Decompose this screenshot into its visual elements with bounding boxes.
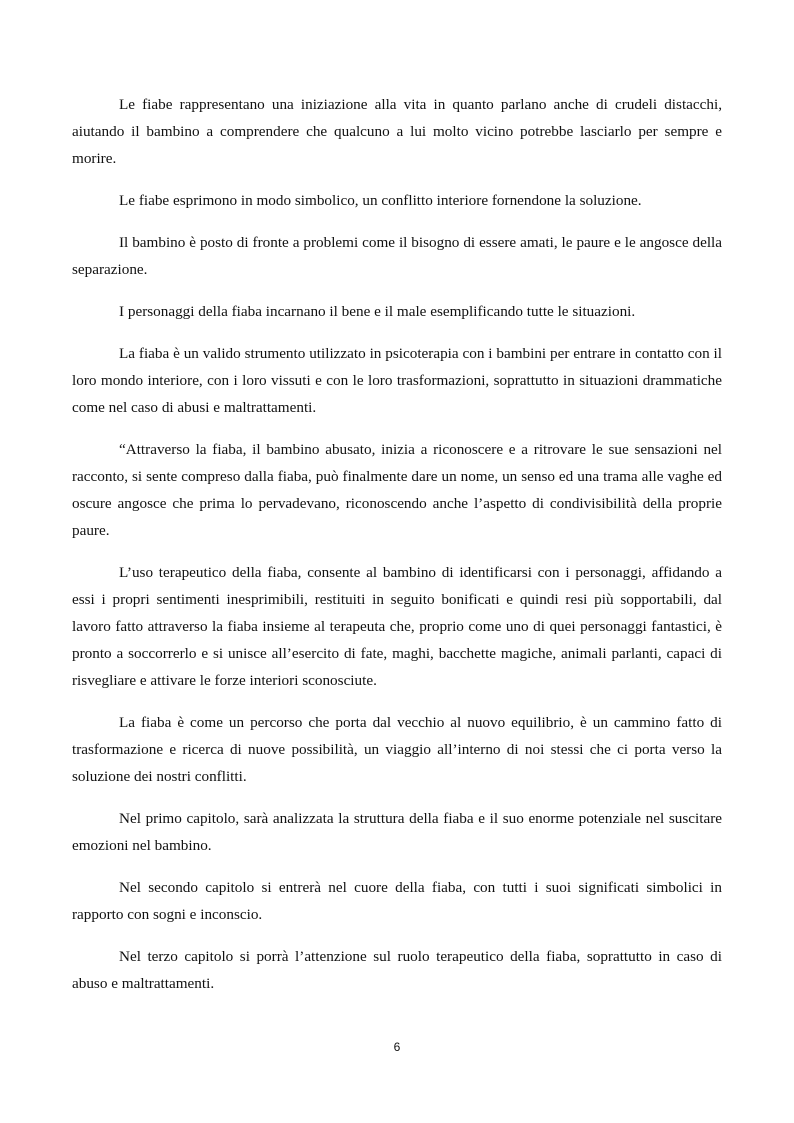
paragraph-8: La fiaba è come un percorso che porta dal vecchio al nuovo equilibrio, è un cammino fatto di trasformazione e ricerca di nuove possibilità, un viaggio all’interno di noi stessi che ci porta verso la soluzione dei nostri conflitti.	[72, 714, 722, 785]
paragraph-1: Le fiabe rappresentano una iniziazione alla vita in quanto parlano anche di crudeli distacchi, aiutando il bambino a comprendere che qualcuno a lui molto vicino potrebbe lasciarlo per sempre e morire.	[72, 96, 722, 167]
paragraph-3: Il bambino è posto di fronte a problemi come il bisogno di essere amati, le paure e le angosce della separazione.	[72, 234, 722, 278]
page-number: 6	[393, 1040, 401, 1054]
paragraph-7: L’uso terapeutico della fiaba, consente al bambino di identificarsi con i personaggi, affidando a essi i propri sentimenti inesprimibili, restituiti in seguito bonificati e quindi resi più sopportabili, dal lavoro fatto attraverso la fiaba insieme al terapeuta che, proprio come uno di quei personaggi fantastici, è pronto a soccorrerlo e si unisce all’esercito di fate, maghi, bacchette magiche, animali parlanti, capaci di risvegliare e attivare le forze interiori sconosciute.	[72, 564, 722, 689]
paragraph-5: La fiaba è un valido strumento utilizzato in psicoterapia con i bambini per entrare in contatto con il loro mondo interiore, con i loro vissuti e con le loro trasformazioni, soprattutto in situazioni drammatiche come nel caso di abusi e maltrattamenti.	[72, 345, 722, 416]
paragraph-10: Nel secondo capitolo si entrerà nel cuore della fiaba, con tutti i suoi significati simbolici in rapporto con sogni e inconscio.	[72, 879, 722, 923]
paragraph-4: I personaggi della fiaba incarnano il bene e il male esemplificando tutte le situazioni.	[119, 303, 636, 320]
paragraph-11: Nel terzo capitolo si porrà l’attenzione sul ruolo terapeutico della fiaba, soprattutto in caso di abuso e maltrattamenti.	[72, 948, 722, 992]
body-text	[72, 91, 722, 1012]
paragraph-2: Le fiabe esprimono in modo simbolico, un conflitto interiore fornendone la soluzione.	[119, 192, 642, 209]
paragraph-9: Nel primo capitolo, sarà analizzata la struttura della fiaba e il suo enorme potenziale nel suscitare emozioni nel bambino.	[72, 810, 722, 854]
paragraph-6-quote: “Attraverso la fiaba, il bambino abusato, inizia a riconoscere e a ritrovare le sue sensazioni nel racconto, si sente compreso dalla fiaba, può finalmente dare un nome, un senso ed una trama alle vaghe ed oscure angosce che prima lo pervadevano, riconoscendo anche l’aspetto di condivisibilità della proprie paure.	[72, 441, 722, 539]
